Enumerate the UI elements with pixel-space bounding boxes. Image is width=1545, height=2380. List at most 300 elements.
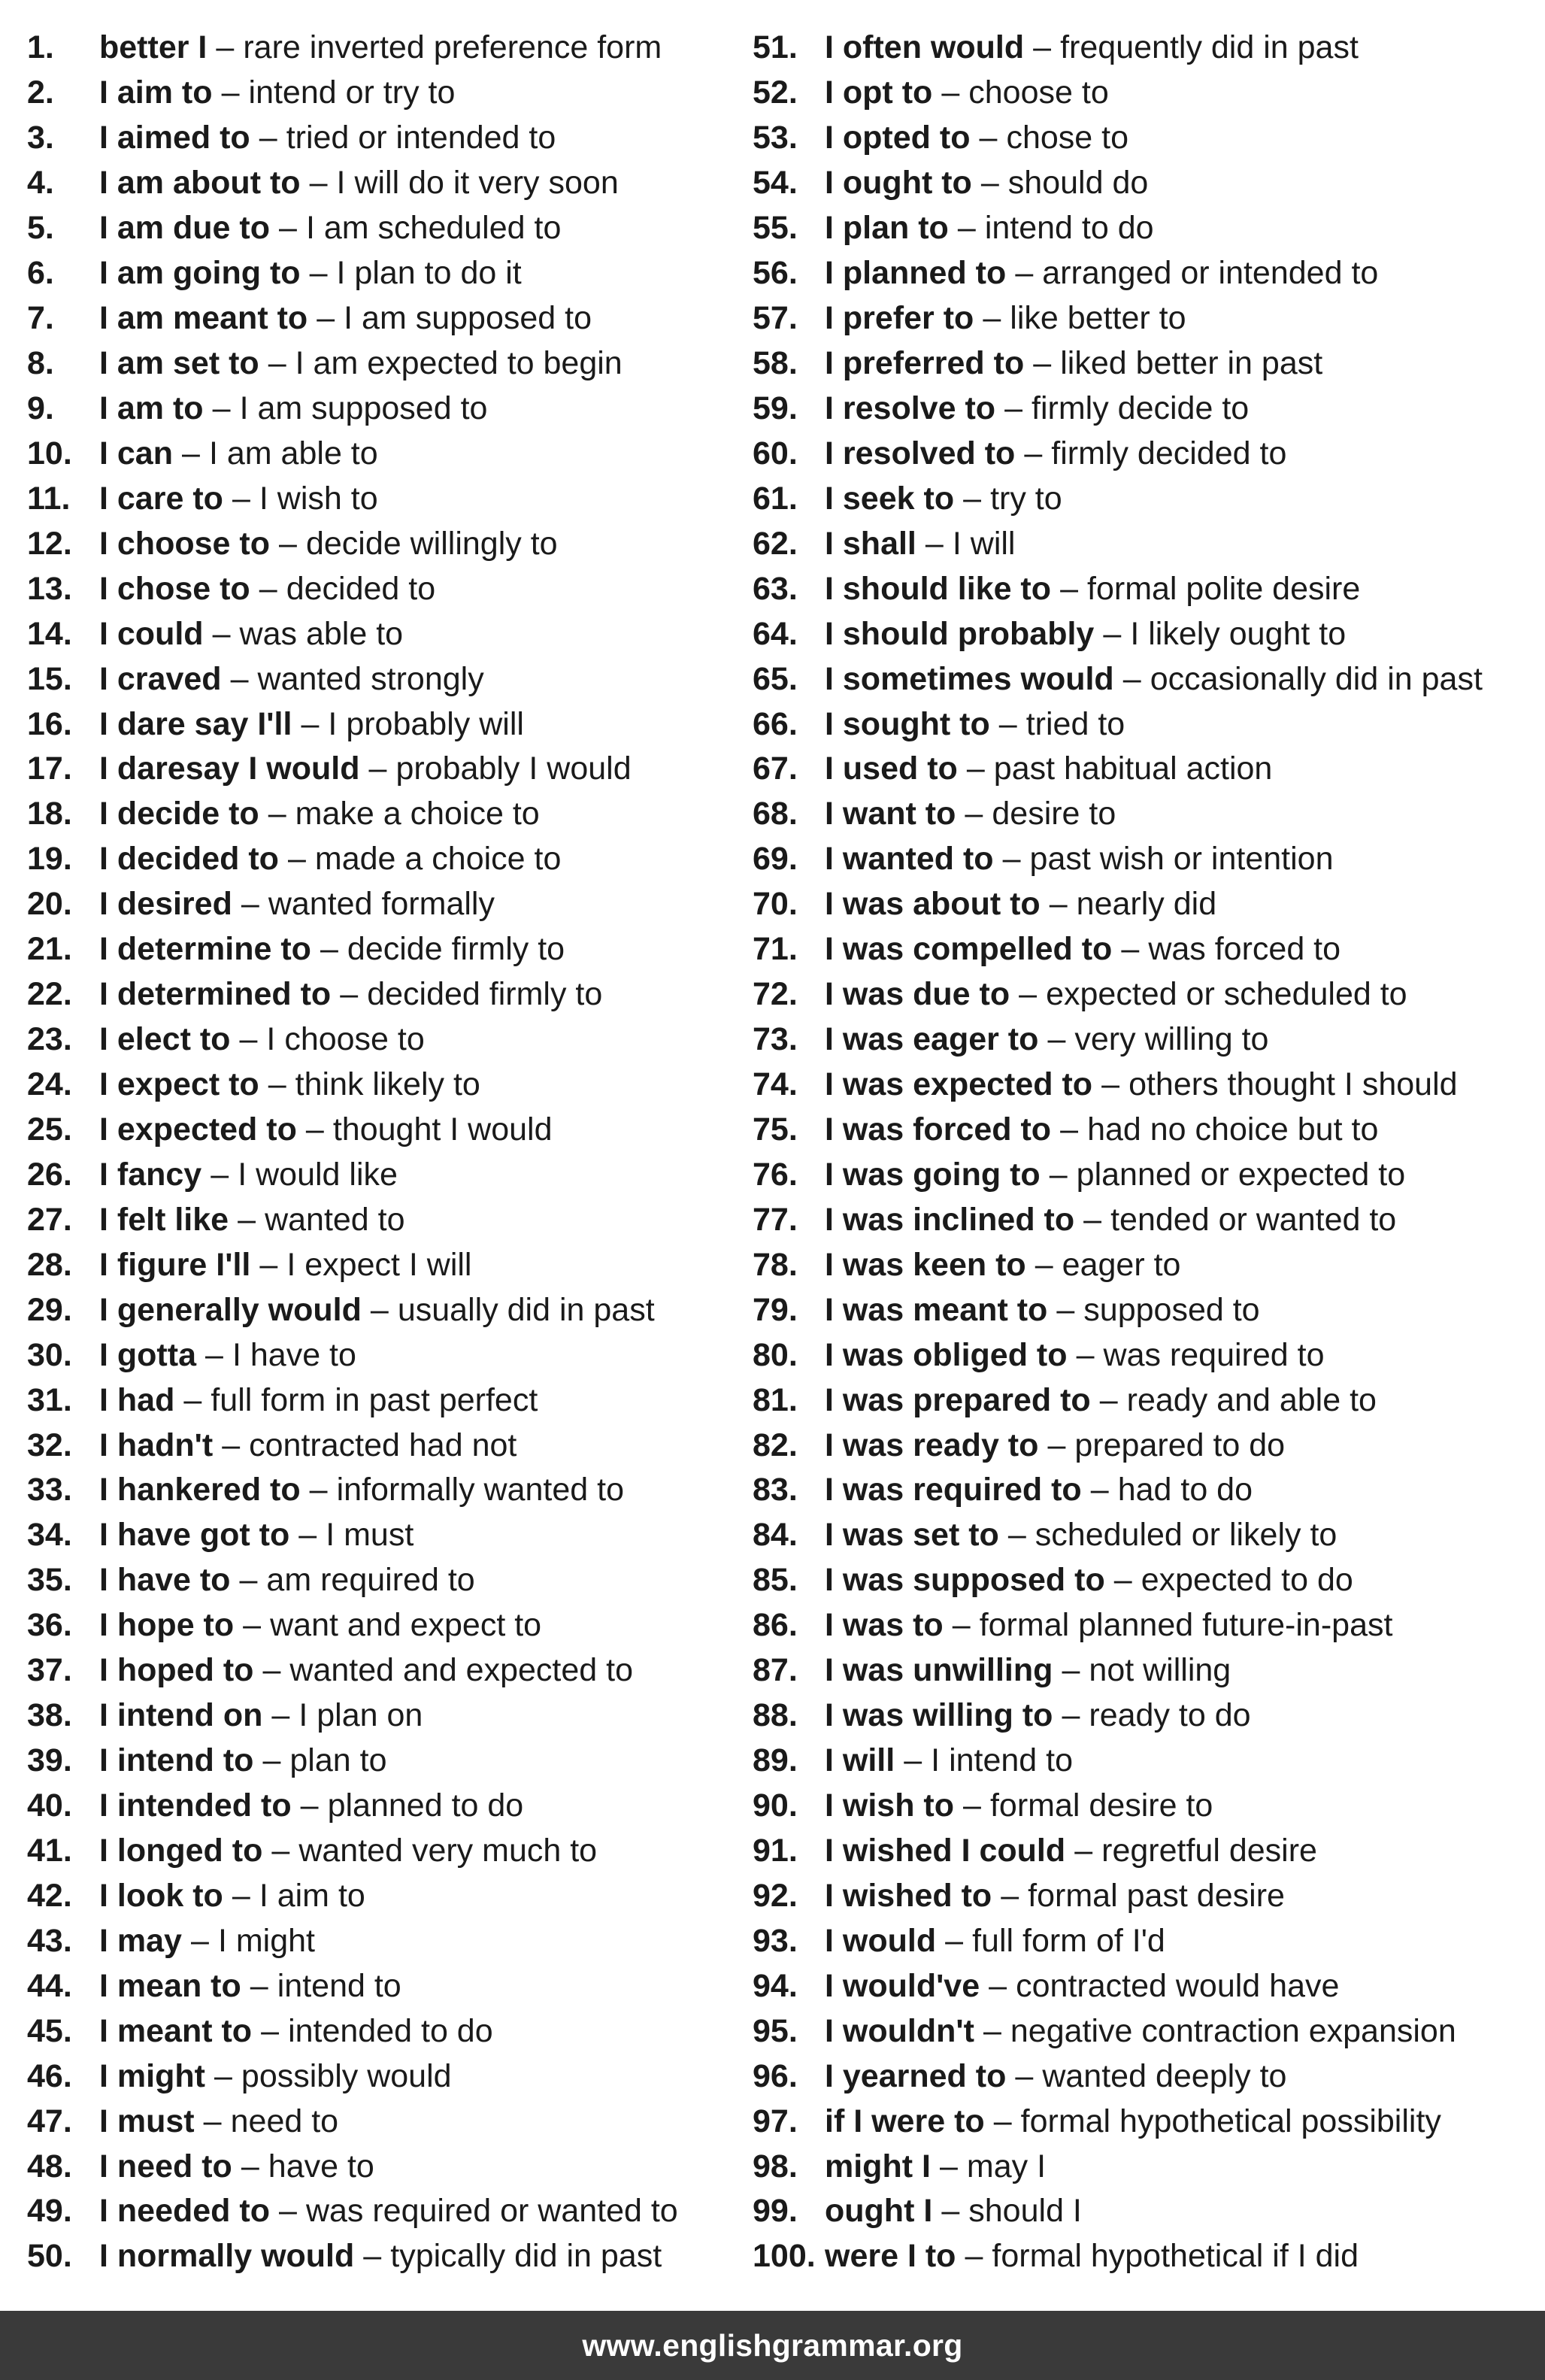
entry-meaning: I would like	[238, 1156, 398, 1193]
entry-number: 43.	[27, 1922, 72, 1959]
entry-phrase: I hope to	[99, 1607, 235, 1644]
entry-number: 69.	[753, 841, 798, 878]
entry-separator: –	[1062, 1652, 1080, 1689]
phrase-entry	[753, 1287, 1534, 1332]
entry-separator: –	[279, 2193, 297, 2230]
entry-separator: –	[1033, 29, 1052, 66]
phrase-entry	[753, 251, 1534, 296]
phrase-entry	[753, 1423, 1534, 1468]
phrase-entry	[753, 431, 1534, 476]
entry-phrase: I decided to	[99, 841, 279, 878]
entry-meaning: decide firmly to	[347, 931, 565, 968]
entry-meaning: supposed to	[1083, 1291, 1260, 1328]
entry-number: 71.	[753, 931, 798, 968]
entry-phrase: I will	[825, 1742, 895, 1779]
entry-separator: –	[182, 435, 200, 471]
entry-phrase: I was unwilling	[825, 1652, 1053, 1689]
phrase-entry	[753, 1332, 1534, 1378]
entry-number: 3.	[27, 120, 54, 156]
entry-meaning: expected to do	[1141, 1562, 1353, 1599]
phrase-entry	[753, 1468, 1534, 1513]
entry-number: 32.	[27, 1426, 72, 1463]
entry-separator: –	[1060, 570, 1078, 607]
entry-separator: –	[1060, 1111, 1079, 1148]
entry-separator: –	[1047, 1426, 1066, 1463]
entry-separator: –	[966, 750, 985, 787]
phrase-entry	[27, 476, 749, 521]
entry-meaning: liked better in past	[1060, 345, 1323, 382]
entry-number: 50.	[27, 2238, 72, 2275]
entry-separator: –	[250, 1967, 268, 2004]
entry-number: 1.	[27, 29, 54, 66]
entry-number: 30.	[27, 1336, 72, 1373]
entry-separator: –	[925, 525, 944, 562]
entry-meaning: I must	[326, 1517, 414, 1554]
entry-meaning: intend to do	[984, 210, 1154, 247]
phrase-entry	[27, 1197, 749, 1242]
entry-number: 41.	[27, 1832, 72, 1869]
entry-number: 72.	[753, 976, 798, 1013]
entry-phrase: I was forced to	[825, 1111, 1052, 1148]
entry-number: 56.	[753, 255, 798, 292]
entry-phrase: I was going to	[825, 1156, 1041, 1193]
entry-separator: –	[980, 165, 999, 202]
entry-number: 18.	[27, 796, 72, 832]
phrase-entry	[753, 1693, 1534, 1739]
entry-number: 77.	[753, 1201, 798, 1238]
phrase-entry	[753, 2234, 1534, 2279]
entry-meaning: contracted would have	[1016, 1967, 1340, 2004]
entry-number: 93.	[753, 1922, 798, 1959]
entry-separator: –	[1019, 976, 1038, 1013]
entry-meaning: was required to	[1103, 1336, 1325, 1373]
phrase-entry	[753, 26, 1534, 71]
phrase-entry	[27, 1739, 749, 1784]
entry-phrase: I chose to	[99, 570, 250, 607]
phrase-entry	[27, 206, 749, 251]
entry-phrase: I aim to	[99, 74, 213, 111]
entry-meaning: I aim to	[259, 1877, 365, 1914]
entry-phrase: I was obliged to	[825, 1336, 1068, 1373]
entry-number: 17.	[27, 750, 72, 787]
entry-separator: –	[983, 300, 1001, 337]
entry-meaning: make a choice to	[295, 796, 540, 832]
entry-phrase: I was prepared to	[825, 1381, 1091, 1418]
phrase-entry	[27, 431, 749, 476]
entry-phrase: I mean to	[99, 1967, 241, 2004]
entry-meaning: ready to do	[1089, 1697, 1251, 1734]
entry-meaning: full form of I'd	[972, 1922, 1165, 1959]
phrase-entry	[753, 1558, 1534, 1603]
entry-meaning: decide willingly to	[305, 525, 558, 562]
phrase-entry	[753, 2099, 1534, 2144]
phrase-entry	[753, 1378, 1534, 1423]
phrase-entry	[27, 1873, 749, 1918]
entry-phrase: I expected to	[99, 1111, 297, 1148]
entry-number: 96.	[753, 2057, 798, 2094]
entry-phrase: I plan to	[825, 210, 949, 247]
entry-phrase: I opt to	[825, 74, 933, 111]
entry-number: 82.	[753, 1426, 798, 1463]
entry-number: 49.	[27, 2193, 72, 2230]
entry-meaning: I intend to	[931, 1742, 1074, 1779]
phrase-entry	[27, 2234, 749, 2279]
entry-phrase: I wished I could	[825, 1832, 1066, 1869]
entry-number: 2.	[27, 74, 54, 111]
entry-phrase: I was to	[825, 1607, 944, 1644]
entry-separator: –	[259, 570, 277, 607]
entry-phrase: I hadn't	[99, 1426, 214, 1463]
entry-meaning: wanted deeply to	[1042, 2057, 1287, 2094]
entry-number: 38.	[27, 1697, 72, 1734]
footer-bar	[0, 2311, 1545, 2380]
phrase-entry	[753, 2189, 1534, 2234]
entry-number: 67.	[753, 750, 798, 787]
entry-meaning: wanted formally	[268, 886, 495, 923]
entry-meaning: tried or intended to	[286, 120, 556, 156]
entry-meaning: like better to	[1010, 300, 1186, 337]
phrase-entry	[27, 611, 749, 656]
phrase-entry	[27, 1918, 749, 1963]
entry-phrase: I opted to	[825, 120, 971, 156]
phrase-entry	[753, 2054, 1534, 2099]
entry-separator: –	[214, 2057, 232, 2094]
entry-number: 15.	[27, 660, 72, 697]
entry-number: 8.	[27, 345, 54, 382]
entry-meaning: was able to	[239, 615, 404, 652]
phrase-entry	[27, 1152, 749, 1197]
entry-meaning: I expect I will	[286, 1246, 472, 1283]
entry-meaning: not willing	[1089, 1652, 1231, 1689]
phrase-entry	[27, 521, 749, 566]
entry-number: 16.	[27, 705, 72, 742]
entry-meaning: past habitual action	[993, 750, 1273, 787]
entry-separator: –	[212, 390, 231, 426]
entry-separator: –	[340, 976, 359, 1013]
entry-number: 90.	[753, 1787, 798, 1824]
entry-separator: –	[1103, 615, 1122, 652]
entry-meaning: I plan on	[298, 1697, 423, 1734]
phrase-entry	[27, 1829, 749, 1874]
entry-phrase: were I to	[825, 2238, 956, 2275]
entry-meaning: intend or try to	[248, 74, 456, 111]
entry-meaning: may I	[966, 2148, 1047, 2184]
phrase-entry	[27, 656, 749, 702]
entry-phrase: I aimed to	[99, 120, 250, 156]
entry-phrase: I was required to	[825, 1472, 1082, 1508]
entry-phrase: I was keen to	[825, 1246, 1026, 1283]
entry-phrase: I could	[99, 615, 204, 652]
entry-separator: –	[941, 74, 960, 111]
entry-separator: –	[222, 1426, 241, 1463]
entry-separator: –	[983, 2012, 1001, 2049]
entry-number: 84.	[753, 1517, 798, 1554]
entry-number: 40.	[27, 1787, 72, 1824]
entry-separator: –	[1090, 1472, 1109, 1508]
entry-phrase: I should probably	[825, 615, 1095, 652]
entry-number: 14.	[27, 615, 72, 652]
entry-separator: –	[183, 1381, 202, 1418]
entry-phrase: I care to	[99, 480, 223, 517]
entry-number: 94.	[753, 1967, 798, 2004]
entry-separator: –	[309, 165, 328, 202]
entry-separator: –	[1007, 1517, 1026, 1554]
entry-phrase: I generally would	[99, 1291, 362, 1328]
phrase-entry	[753, 1829, 1534, 1874]
phrase-entry	[753, 747, 1534, 792]
entry-separator: –	[904, 1742, 922, 1779]
entry-phrase: I resolve to	[825, 390, 996, 426]
entry-meaning: desire to	[992, 796, 1116, 832]
phrase-entry	[753, 116, 1534, 161]
entry-separator: –	[363, 2238, 382, 2275]
phrase-entry	[753, 1873, 1534, 1918]
entry-number: 13.	[27, 570, 72, 607]
entry-separator: –	[232, 480, 250, 517]
phrase-entry	[753, 161, 1534, 206]
phrase-entry	[27, 1693, 749, 1739]
entry-separator: –	[268, 1066, 286, 1103]
phrase-entry	[27, 1603, 749, 1648]
phrase-entry	[27, 1784, 749, 1829]
entry-separator: –	[243, 1607, 262, 1644]
entry-meaning: wanted strongly	[257, 660, 484, 697]
entry-number: 27.	[27, 1201, 72, 1238]
entry-separator: –	[941, 2193, 960, 2230]
entry-separator: –	[957, 210, 976, 247]
entry-phrase: I was expected to	[825, 1066, 1093, 1103]
entry-separator: –	[979, 120, 998, 156]
phrase-entry	[753, 837, 1534, 882]
entry-number: 22.	[27, 976, 72, 1013]
entry-number: 99.	[753, 2193, 798, 2230]
entry-number: 57.	[753, 300, 798, 337]
entry-phrase: I intend to	[99, 1742, 254, 1779]
entry-phrase: I was willing to	[825, 1697, 1053, 1734]
entry-separator: –	[221, 74, 240, 111]
entry-meaning: contracted had not	[249, 1426, 517, 1463]
entry-number: 75.	[753, 1111, 798, 1148]
entry-number: 51.	[753, 29, 798, 66]
entry-phrase: I would've	[825, 1967, 980, 2004]
phrase-entry	[753, 972, 1534, 1017]
entry-phrase: I ought to	[825, 165, 972, 202]
phrase-entry	[27, 1063, 749, 1108]
entry-number: 34.	[27, 1517, 72, 1554]
entry-separator: –	[993, 2103, 1012, 2139]
entry-number: 6.	[27, 255, 54, 292]
phrase-entry	[27, 1287, 749, 1332]
entry-meaning: wanted to	[265, 1201, 405, 1238]
entry-number: 68.	[753, 796, 798, 832]
entry-meaning: regretful desire	[1101, 1832, 1317, 1869]
entry-phrase: I felt like	[99, 1201, 229, 1238]
entry-meaning: very willing to	[1074, 1021, 1269, 1058]
phrase-entry	[753, 1513, 1534, 1558]
entry-meaning: I am expected to begin	[295, 345, 623, 382]
entry-meaning: possibly would	[241, 2057, 452, 2094]
entry-separator: –	[212, 615, 231, 652]
phrase-entry	[753, 296, 1534, 341]
phrase-entry	[753, 1603, 1534, 1648]
entry-separator: –	[1101, 1066, 1120, 1103]
entry-separator: –	[232, 1877, 250, 1914]
entry-meaning: chose to	[1006, 120, 1129, 156]
entry-meaning: I am supposed to	[239, 390, 488, 426]
entry-phrase: I wished to	[825, 1877, 992, 1914]
entry-meaning: firmly decide to	[1032, 390, 1250, 426]
entry-phrase: I might	[99, 2057, 205, 2094]
entry-meaning: full form in past perfect	[211, 1381, 538, 1418]
phrase-entry	[27, 2189, 749, 2234]
entry-meaning: ready and able to	[1126, 1381, 1377, 1418]
entry-meaning: eager to	[1062, 1246, 1181, 1283]
entry-meaning: should do	[1007, 165, 1149, 202]
entry-number: 63.	[753, 570, 798, 607]
phrase-entry	[27, 1017, 749, 1063]
entry-separator: –	[1113, 1562, 1132, 1599]
entry-meaning: I probably will	[328, 705, 524, 742]
entry-phrase: I was meant to	[825, 1291, 1048, 1328]
entry-meaning: have to	[268, 2148, 374, 2184]
entry-number: 79.	[753, 1291, 798, 1328]
entry-number: 5.	[27, 210, 54, 247]
entry-meaning: intend to	[277, 1967, 401, 2004]
entry-number: 45.	[27, 2012, 72, 2049]
entry-meaning: wanted and expected to	[289, 1652, 634, 1689]
entry-phrase: I daresay I would	[99, 750, 360, 787]
phrase-entry	[753, 387, 1534, 432]
entry-separator: –	[998, 705, 1017, 742]
entry-phrase: I need to	[99, 2148, 232, 2184]
entry-phrase: better I	[99, 29, 208, 66]
entry-phrase: I craved	[99, 660, 222, 697]
phrase-entry	[27, 161, 749, 206]
entry-number: 64.	[753, 615, 798, 652]
entry-meaning: decided to	[286, 570, 436, 607]
entry-phrase: I wish to	[825, 1787, 954, 1824]
entry-separator: –	[368, 750, 387, 787]
phrase-entry	[27, 387, 749, 432]
phrase-entry	[753, 71, 1534, 116]
entry-separator: –	[191, 1922, 209, 1959]
phrase-list-column-right	[753, 26, 1534, 2279]
entry-meaning: had no choice but to	[1087, 1111, 1379, 1148]
entry-meaning: was forced to	[1148, 931, 1341, 968]
entry-separator: –	[305, 1111, 324, 1148]
entry-separator: –	[963, 1787, 981, 1824]
phrase-entry	[27, 972, 749, 1017]
entry-phrase: I wouldn't	[825, 2012, 974, 2049]
entry-separator: –	[203, 2103, 222, 2139]
phrase-entry	[27, 702, 749, 747]
entry-meaning: I will do it very soon	[336, 165, 619, 202]
entry-separator: –	[965, 2238, 983, 2275]
entry-meaning: formal polite desire	[1087, 570, 1361, 607]
phrase-entry	[27, 1468, 749, 1513]
entry-separator: –	[1002, 841, 1021, 878]
entry-separator: –	[1004, 390, 1022, 426]
phrase-entry	[753, 611, 1534, 656]
phrase-entry	[753, 1017, 1534, 1063]
entry-phrase: ought I	[825, 2193, 933, 2230]
phrase-entry	[753, 882, 1534, 927]
entry-number: 29.	[27, 1291, 72, 1328]
phrase-entry	[753, 1063, 1534, 1108]
entry-number: 37.	[27, 1652, 72, 1689]
phrase-entry	[27, 1332, 749, 1378]
phrase-entry	[753, 206, 1534, 251]
entry-number: 98.	[753, 2148, 798, 2184]
entry-separator: –	[1056, 1291, 1075, 1328]
entry-phrase: I would	[825, 1922, 937, 1959]
entry-number: 88.	[753, 1697, 798, 1734]
entry-number: 47.	[27, 2103, 72, 2139]
entry-meaning: I am supposed to	[344, 300, 592, 337]
entry-separator: –	[1047, 1021, 1066, 1058]
phrase-entry	[27, 1242, 749, 1287]
entry-number: 60.	[753, 435, 798, 471]
phrase-entry	[27, 882, 749, 927]
entry-meaning: want and expect to	[270, 1607, 542, 1644]
entry-meaning: prepared to do	[1074, 1426, 1286, 1463]
entry-number: 12.	[27, 525, 72, 562]
entry-phrase: I want to	[825, 796, 956, 832]
entry-phrase: I preferred to	[825, 345, 1025, 382]
entry-separator: –	[1099, 1381, 1118, 1418]
phrase-entry	[753, 702, 1534, 747]
entry-phrase: I wanted to	[825, 841, 994, 878]
phrase-entry	[27, 2099, 749, 2144]
phrase-entry	[753, 1648, 1534, 1693]
entry-phrase: I was supposed to	[825, 1562, 1105, 1599]
entry-separator: –	[205, 1336, 223, 1373]
entry-phrase: I am about to	[99, 165, 301, 202]
entry-meaning: I plan to do it	[336, 255, 522, 292]
entry-separator: –	[1083, 1201, 1102, 1238]
entry-separator: –	[262, 1652, 281, 1689]
entry-phrase: I often would	[825, 29, 1025, 66]
entry-separator: –	[239, 1562, 258, 1599]
entry-separator: –	[271, 1832, 290, 1869]
entry-number: 66.	[753, 705, 798, 742]
entry-meaning: I likely ought to	[1130, 615, 1347, 652]
entry-number: 25.	[27, 1111, 72, 1148]
entry-meaning: formal hypothetical if I did	[992, 2238, 1359, 2275]
entry-separator: –	[301, 705, 320, 742]
entry-meaning: I will	[952, 525, 1016, 562]
entry-phrase: I resolved to	[825, 435, 1016, 471]
phrase-entry	[753, 792, 1534, 837]
entry-separator: –	[370, 1291, 389, 1328]
entry-phrase: I was set to	[825, 1517, 999, 1554]
entry-number: 55.	[753, 210, 798, 247]
phrase-entry	[753, 1242, 1534, 1287]
entry-meaning: past wish or intention	[1029, 841, 1334, 878]
entry-number: 31.	[27, 1381, 72, 1418]
entry-separator: –	[963, 480, 982, 517]
entry-meaning: expected or scheduled to	[1046, 976, 1407, 1013]
footer-url[interactable]: www.englishgrammar.org	[582, 2327, 963, 2363]
entry-number: 10.	[27, 435, 72, 471]
entry-number: 86.	[753, 1607, 798, 1644]
entry-separator: –	[261, 2012, 280, 2049]
phrase-entry	[27, 1648, 749, 1693]
entry-phrase: I look to	[99, 1877, 223, 1914]
entry-meaning: choose to	[968, 74, 1109, 111]
entry-separator: –	[1001, 1877, 1019, 1914]
entry-phrase: I dare say I'll	[99, 705, 292, 742]
